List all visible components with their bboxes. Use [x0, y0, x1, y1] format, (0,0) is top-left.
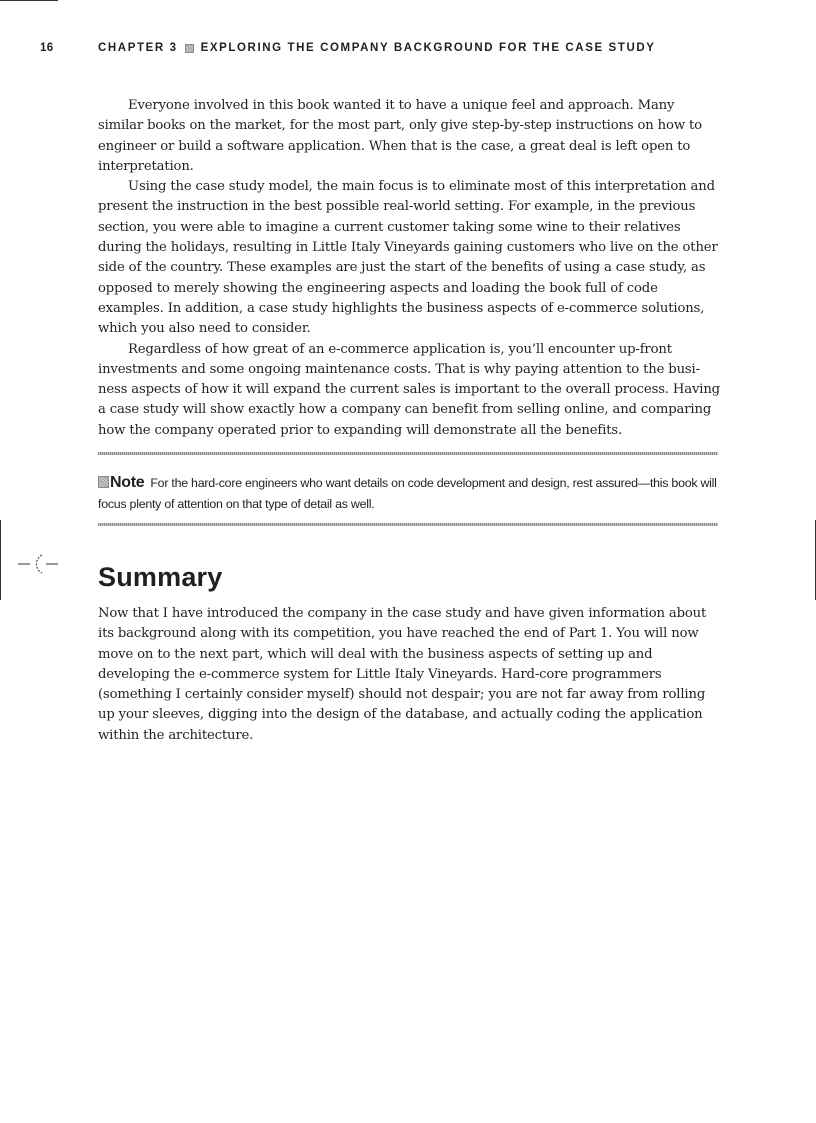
square-bullet-icon — [98, 476, 109, 488]
crop-mark-top — [0, 0, 58, 1]
page-number: 16 — [40, 42, 54, 54]
chapter-title: EXPLORING THE COMPANY BACKGROUND FOR THE CASE STUDY — [200, 42, 656, 54]
note-text-block — [98, 472, 718, 515]
paragraph: Everyone involved in this book wanted it to have a unique feel and approach. Many similar books on the market, for the most part, only give step-by-step instructions on how to engineer or build a software application. When that is the case, a great deal is left open to interpretation. — [98, 98, 702, 174]
body-text — [98, 96, 723, 441]
note-text: For the hard-core engineers who want details on code development and design, rest assured—this book will focus plenty of attention on that type of detail as well. — [98, 476, 717, 511]
running-header — [40, 42, 656, 54]
square-bullet-icon — [185, 44, 194, 53]
paragraph: Using the case study model, the main focus is to eliminate most of this interpretation and present the instruction in the best possible real-world setting. For example, in the previous section, you were able to imagine a current customer taking some wine to their relatives during the holidays, resulting in Little Italy Vineyards gaining customers who live on the other side of the country. These examples are just the start of the benefits of using a case study, as opposed to merely showing the engineering aspects and loading the book full of code examples. In addition, a case study highlights the business aspects of e-commerce solutions, which you also need to consider. — [98, 179, 718, 337]
note-rule-top — [98, 452, 718, 455]
registration-mark-icon — [18, 552, 58, 576]
note-rule-bottom — [98, 523, 718, 526]
paragraph: Regardless of how great of an e-commerce application is, you’ll encounter up-front investments and some ongoing maintenance costs. That is why paying attention to the busi- ness aspects of how it will expand the current sales is important to the overall process. Having a case study will show exactly how a company can benefit from selling online, and comparing how the company operated prior to expanding will demonstrate all the benefits. — [98, 341, 720, 438]
note-label: Note — [110, 474, 145, 491]
summary-paragraph: Now that I have introduced the company in the case study and have given information about its background along with its competition, you have reached the end of Part 1. You will now move on to the next part, which will deal with the business aspects of setting up and developing the e-commerce system for Little Italy Vineyards. Hard-core programmers (something I certainly consider myself) should not despair; you are not far away from rolling up your sleeves, digging into the design of the database, and actually coding the application within the architecture. — [98, 606, 707, 743]
chapter-label: CHAPTER 3 — [98, 42, 178, 54]
crop-mark-left — [0, 520, 1, 600]
note-box — [98, 452, 718, 528]
section-heading: Summary — [98, 562, 223, 592]
